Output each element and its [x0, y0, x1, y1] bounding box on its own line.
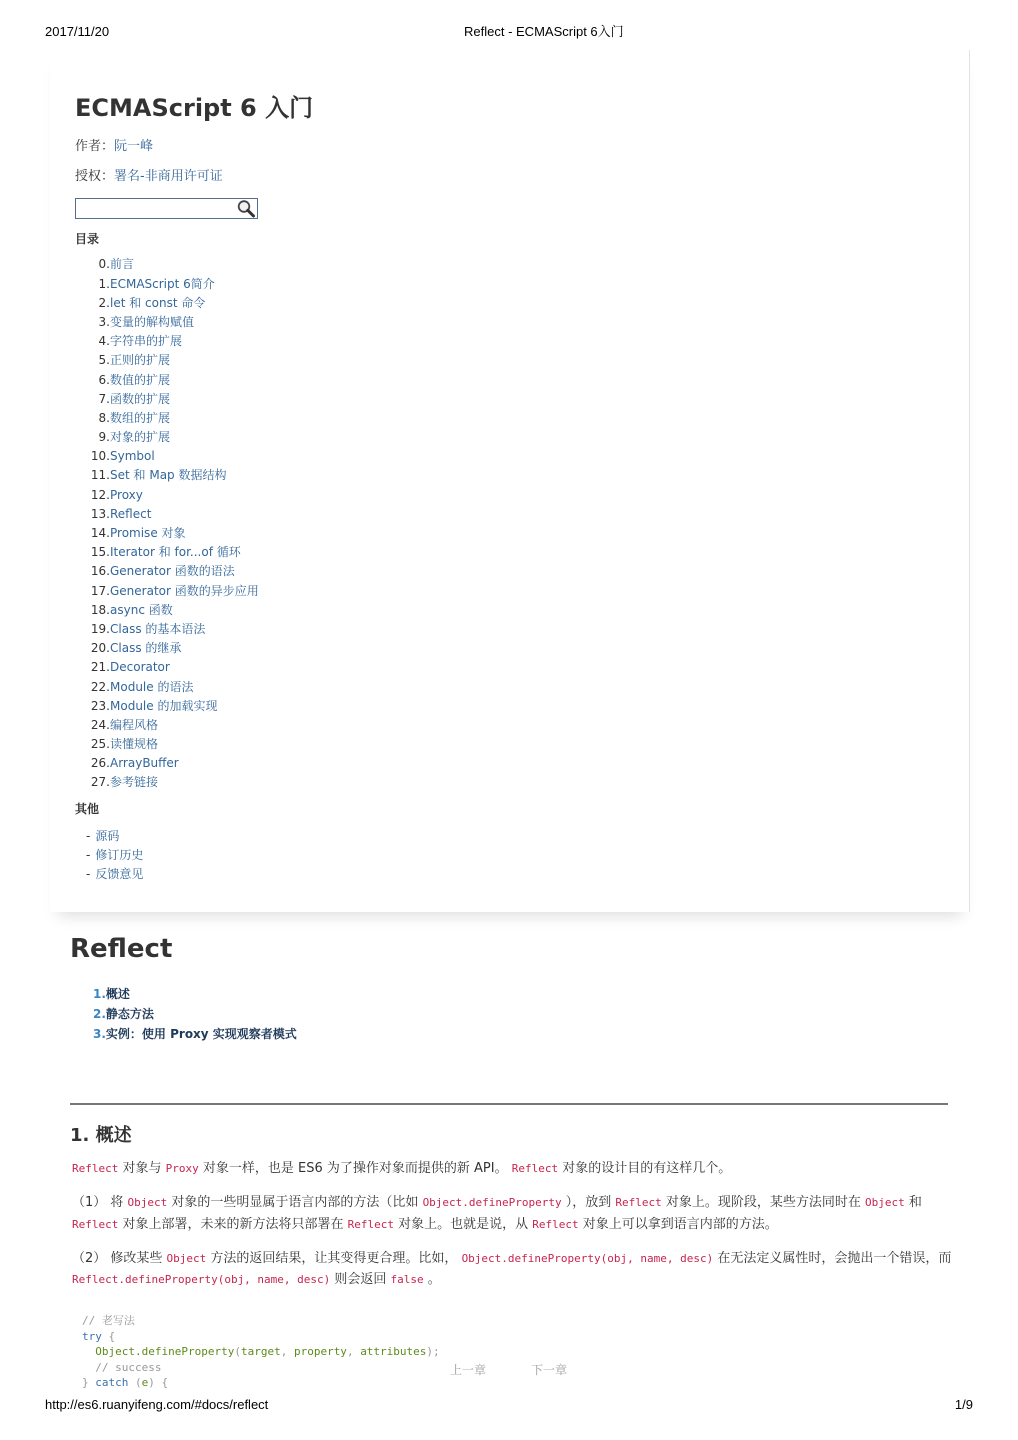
toc-item-number: 14. — [90, 526, 110, 541]
toc-item-link[interactable]: async 函数 — [110, 602, 173, 617]
code-token: , — [346, 1345, 361, 1359]
article-toc-link[interactable]: 实例：使用 Proxy 实现观察者模式 — [105, 1027, 297, 1041]
toc-item-link[interactable]: Module 的加载实现 — [110, 698, 218, 713]
sidebar-toc-item — [75, 754, 259, 773]
text-run: 对象上可以拿到语言内部的方法。 — [578, 1216, 778, 1232]
code-token: attributes — [360, 1345, 427, 1359]
toc-item-link[interactable]: 编程风格 — [110, 717, 159, 732]
code-line — [82, 1360, 440, 1376]
inline-code: Proxy — [165, 1162, 199, 1175]
code-token: ) { — [148, 1376, 169, 1390]
sidebar-toc-item — [75, 390, 259, 409]
sidebar-toc-item — [75, 486, 259, 505]
sidebar-toc-item — [75, 678, 259, 697]
author-link[interactable]: 阮一峰 — [114, 139, 154, 154]
toc-item-number: 5. — [98, 353, 110, 368]
license-line — [75, 169, 223, 185]
search-input[interactable] — [76, 199, 234, 218]
sidebar-toc-item — [75, 697, 259, 716]
sidebar-toc-item — [75, 294, 259, 313]
toc-item-number: 3. — [98, 314, 110, 329]
code-block — [82, 1313, 440, 1391]
article-title: Reflect — [70, 934, 173, 964]
inline-code: Reflect — [511, 1162, 559, 1175]
other-link[interactable]: 反馈意见 — [95, 866, 144, 881]
toc-item-number: 26. — [90, 756, 110, 771]
toc-item-number: 27. — [90, 775, 110, 790]
text-run: （1） 将 — [72, 1195, 128, 1210]
toc-item-number: 8. — [98, 410, 110, 425]
paragraph — [72, 1248, 951, 1291]
list-bullet: - — [86, 866, 91, 881]
toc-item-number: 18. — [90, 602, 110, 617]
toc-item-link[interactable]: 对象的扩展 — [110, 430, 171, 445]
inline-code: Object.defineProperty(obj, name, desc) — [461, 1251, 714, 1265]
search-form — [75, 198, 258, 219]
toc-item-link[interactable]: Proxy — [110, 487, 143, 502]
code-token: ( — [234, 1345, 241, 1359]
paragraph-line — [72, 1214, 951, 1236]
toc-heading: 目录 — [75, 232, 100, 246]
toc-item-number: 24. — [90, 717, 110, 732]
paragraph-line — [72, 1269, 951, 1291]
inline-code: Reflect — [347, 1217, 394, 1231]
sidebar-toc-item — [75, 505, 259, 524]
toc-item-number: 9. — [98, 430, 110, 445]
toc-item-number: 10. — [90, 449, 110, 464]
search-icon-graphic — [236, 199, 257, 218]
other-link[interactable]: 源码 — [95, 828, 120, 843]
sidebar-toc-item — [75, 773, 259, 792]
text-run: 方法的返回结果，让其变得更合理。比如， — [206, 1250, 462, 1266]
list-bullet: - — [86, 847, 91, 862]
article-toc-item — [93, 1024, 297, 1044]
search-icon[interactable] — [236, 199, 257, 218]
article-toc-number: 2. — [93, 1007, 106, 1021]
toc-item-number: 11. — [90, 468, 110, 483]
article-toc-number: 1. — [93, 987, 106, 1001]
toc-item-number: 17. — [90, 583, 110, 598]
toc-item-link[interactable]: let 和 const 命令 — [110, 295, 206, 310]
toc-item-link[interactable]: Set 和 Map 数据结构 — [110, 468, 227, 483]
toc-item-link[interactable]: Reflect — [110, 506, 152, 521]
text-run: 对象上。也就是说，从 — [393, 1216, 533, 1232]
toc-item-number: 6. — [98, 372, 110, 387]
toc-item-link[interactable]: Class 的基本语法 — [110, 621, 206, 636]
toc-item-link[interactable]: 数值的扩展 — [110, 372, 171, 387]
print-header-title: Reflect - ECMAScript 6入门 — [464, 24, 624, 39]
inline-code: Object — [166, 1251, 207, 1265]
license-link[interactable]: 署名-非商用许可证 — [114, 169, 223, 184]
sidebar-toc-item — [75, 582, 259, 601]
toc-item-link[interactable]: 前言 — [110, 257, 135, 272]
toc-item-number: 20. — [90, 641, 110, 656]
print-header-date: 2017/11/20 — [45, 24, 110, 39]
sidebar-toc-item — [75, 409, 259, 428]
paragraph-line — [72, 1192, 951, 1214]
toc-item-link[interactable]: 变量的解构赋值 — [110, 314, 195, 329]
inline-code: Reflect.defineProperty(obj, name, desc) — [72, 1273, 331, 1286]
toc-item-link[interactable]: 数组的扩展 — [110, 410, 171, 425]
text-run: 对象上部署，未来的新方法将只部署在 — [118, 1216, 348, 1232]
toc-item-link[interactable]: Generator 函数的语法 — [110, 564, 235, 579]
code-token: ( — [128, 1376, 142, 1390]
text-run: 对象一样，也是 ES6 为了操作对象而提供的新 API。 — [198, 1161, 512, 1176]
toc-item-number: 0. — [98, 257, 110, 272]
text-run: 对象的一些明显属于语言内部的方法（比如 — [167, 1195, 423, 1210]
code-line — [82, 1375, 440, 1391]
article-toc-link[interactable]: 概述 — [105, 987, 130, 1001]
sidebar-toc-item — [75, 601, 259, 620]
license-label: 授权： — [75, 169, 115, 184]
toc-item-link[interactable]: 函数的扩展 — [110, 391, 171, 406]
toc-item-link[interactable]: Promise 对象 — [110, 526, 186, 541]
code-token: // 老写法 — [82, 1314, 135, 1328]
section-body — [72, 1158, 951, 1303]
text-run: （2） 修改某些 — [72, 1250, 167, 1266]
inline-code: Object — [865, 1196, 905, 1209]
inline-code: Reflect — [72, 1162, 119, 1175]
sidebar-toc-item — [75, 524, 259, 543]
text-run: 对象与 — [118, 1161, 166, 1176]
toc-item-link[interactable]: Module 的语法 — [110, 679, 194, 694]
code-line — [82, 1313, 440, 1329]
article-toc-item — [93, 984, 297, 1004]
section-divider — [70, 1103, 948, 1105]
toc-item-number: 19. — [90, 621, 110, 636]
paragraph — [72, 1192, 951, 1235]
sidebar-toc-item — [75, 351, 259, 370]
code-line — [82, 1329, 440, 1345]
toc-item-number: 12. — [90, 487, 110, 502]
toc-item-number: 16. — [90, 564, 110, 579]
sidebar-toc-item — [75, 639, 259, 658]
toc-item-link[interactable]: ArrayBuffer — [110, 756, 179, 771]
article-toc-link[interactable]: 静态方法 — [105, 1007, 154, 1021]
next-chapter-link[interactable]: 下一章 — [531, 1363, 568, 1377]
paragraph-line — [72, 1158, 951, 1180]
sidebar-toc-item — [75, 658, 259, 677]
code-token: target — [240, 1345, 281, 1359]
sidebar-toc-item — [75, 447, 259, 466]
text-run: 对象上。现阶段，某些方法同时在 — [661, 1195, 866, 1210]
section-heading: 1. 概述 — [70, 1125, 132, 1146]
toc-item-number: 2. — [98, 295, 110, 310]
code-token: property — [293, 1345, 347, 1359]
code-token: catch — [88, 1376, 129, 1390]
inline-code: Reflect — [532, 1217, 579, 1231]
toc-item-number: 13. — [90, 506, 110, 521]
inline-code: Reflect — [615, 1196, 662, 1209]
toc-item-number: 4. — [98, 334, 110, 349]
toc-item-number: 23. — [90, 698, 110, 713]
toc-item-number: 22. — [90, 679, 110, 694]
sidebar-toc-item — [75, 620, 259, 639]
toc-item-number: 1. — [98, 276, 110, 291]
inline-code: Object — [127, 1196, 168, 1209]
sidebar-toc-item — [75, 371, 259, 390]
toc-item-number: 7. — [98, 391, 110, 406]
article-toc — [93, 984, 297, 1044]
sidebar-toc-item — [75, 332, 259, 351]
toc-item-link[interactable]: Decorator — [110, 660, 170, 675]
toc-item-link[interactable]: 正则的扩展 — [110, 353, 171, 368]
paragraph — [72, 1158, 951, 1180]
text-run: 对象的设计目的有这样几个。 — [558, 1161, 732, 1176]
code-token: try — [82, 1329, 102, 1343]
toc-item-number: 15. — [90, 545, 110, 560]
other-link-item — [86, 865, 143, 884]
text-run: 则会返回 — [330, 1272, 391, 1287]
other-links — [86, 827, 143, 884]
article-toc-number: 3. — [93, 1027, 106, 1041]
sidebar-toc-item — [75, 716, 259, 735]
print-footer-page-number: 1/9 — [954, 1397, 973, 1412]
other-link-item — [86, 846, 143, 865]
toc-item-link[interactable]: Iterator 和 for...of 循环 — [110, 545, 241, 560]
prev-chapter-link[interactable]: 上一章 — [450, 1363, 487, 1377]
sidebar-toc — [75, 255, 259, 792]
code-token: e — [141, 1376, 149, 1390]
toc-item-link[interactable]: 读懂规格 — [110, 737, 159, 752]
toc-item-number: 25. — [90, 737, 110, 752]
code-token: Object.defineProperty — [82, 1345, 235, 1359]
code-token: // success — [82, 1360, 162, 1374]
sidebar-toc-item — [75, 255, 259, 274]
toc-item-link[interactable]: Symbol — [110, 449, 155, 464]
code-token: ); — [426, 1345, 440, 1359]
toc-item-link[interactable]: 字符串的扩展 — [110, 334, 183, 349]
article-toc-item — [93, 1004, 297, 1024]
author-line — [75, 139, 153, 155]
inline-code: Object.defineProperty — [422, 1196, 562, 1209]
other-link[interactable]: 修订历史 — [95, 847, 144, 862]
paragraph-line — [72, 1248, 951, 1270]
text-run: 在无法定义属性时，会抛出一个错误，而 — [713, 1250, 952, 1266]
other-link-item — [86, 827, 143, 846]
text-run: 。 — [423, 1272, 441, 1287]
sidebar-toc-item — [75, 735, 259, 754]
sidebar-toc-item — [75, 543, 259, 562]
sidebar-toc-item — [75, 313, 259, 332]
sidebar-toc-item — [75, 562, 259, 581]
text-run: 和 — [904, 1195, 922, 1210]
other-heading: 其他 — [75, 802, 100, 816]
sidebar-toc-item — [75, 275, 259, 294]
site-title: ECMAScript 6 入门 — [75, 94, 314, 122]
toc-item-link[interactable]: Class 的继承 — [110, 641, 182, 656]
code-token: } — [82, 1376, 89, 1390]
toc-item-link[interactable]: ECMAScript 6简介 — [110, 276, 215, 291]
toc-item-number: 21. — [90, 660, 110, 675]
inline-code: false — [390, 1273, 424, 1286]
text-run: ），放到 — [561, 1195, 616, 1210]
sidebar-toc-item — [75, 466, 259, 485]
inline-code: Reflect — [72, 1217, 119, 1231]
code-token: { — [101, 1329, 116, 1343]
print-footer-url: http://es6.ruanyifeng.com/#docs/reflect — [45, 1397, 269, 1412]
list-bullet: - — [86, 828, 91, 843]
sidebar-panel — [50, 50, 970, 912]
code-token: , — [280, 1345, 294, 1359]
toc-item-link[interactable]: Generator 函数的异步应用 — [110, 583, 259, 598]
toc-item-link[interactable]: 参考链接 — [110, 775, 159, 790]
sidebar-toc-item — [75, 428, 259, 447]
author-label: 作者： — [75, 139, 115, 154]
magnifier-handle — [248, 210, 254, 216]
code-line — [82, 1344, 440, 1360]
